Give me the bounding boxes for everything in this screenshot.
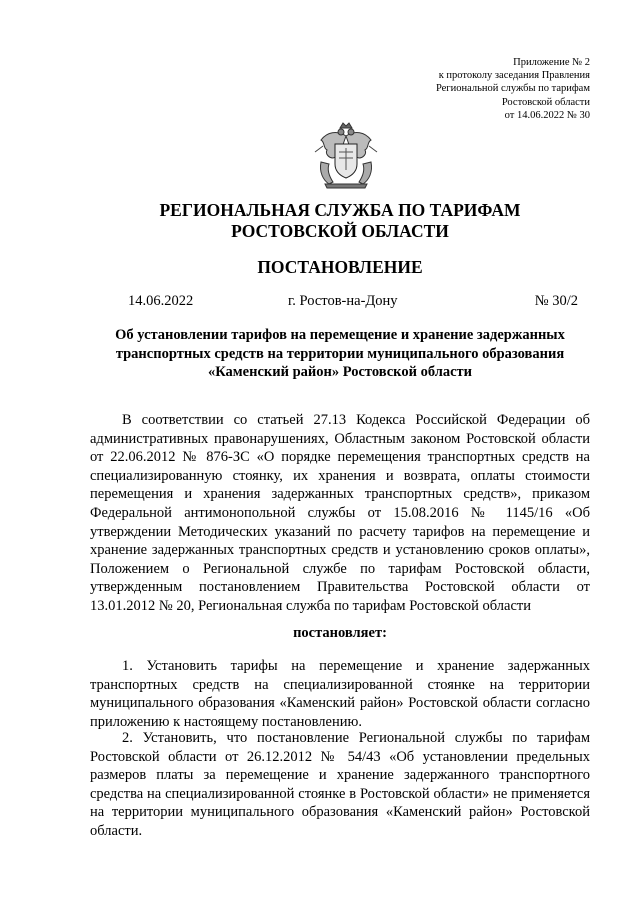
- document-subject-line: Об установлении тарифов на перемещение и хранение задержанных: [115, 327, 565, 343]
- clause-1-paragraph: 1. Установить тарифы на перемещение и хранение задержанных транспортных средств на специализированной стоянке на территории муниципального образования «Каменский район» Ростовской области согласно приложению к настоящему постановлению.: [90, 658, 590, 730]
- document-date: 14.06.2022: [128, 293, 194, 309]
- document-subject-line: «Каменский район» Ростовской области: [207, 364, 473, 381]
- annex-line: Региональной службы по тарифам: [435, 83, 590, 95]
- annex-line: от 14.06.2022 № 30: [504, 109, 590, 121]
- document-subject: [90, 326, 590, 382]
- annex-line: к протоколу заседания Правления: [438, 70, 590, 82]
- document-meta-row: [90, 292, 590, 310]
- decides-heading: постановляет:: [293, 625, 387, 641]
- annex-header: [436, 56, 590, 122]
- document-number: № 30/2: [534, 293, 578, 309]
- preamble-paragraph: В соответствии со статьей 27.13 Кодекса Российской Федерации об административных правонарушениях, Областным законом Ростовской области от 22.06.2012 № 876-ЗС «О порядке перемещения транспортных средств на специализированную стоянку, их хранения и возврата, оплаты стоимости перемещения и хранения задержанных транспортных средств», приказом Федеральной антимонопольной службы от 15.08.2016 № 1145/16 «Об утверждении Методических указаний по расчету тарифов на перемещение и хранение задержанных транспортных средств и установлению сроков оплаты», Положением о Региональной службе по тарифам Ростовской области, утвержденным постановлением Правительства Ростовской области от 13.01.2012 № 20, Региональная служба по тарифам Ростовской области: [90, 412, 590, 614]
- document-type: ПОСТАНОВЛЕНИЕ: [257, 257, 423, 277]
- coat-of-arms-icon: [313, 122, 379, 190]
- document-subject-line: транспортных средств на территории муниципального образования: [115, 345, 565, 362]
- annex-line: Ростовской области: [501, 96, 590, 108]
- document-city: г. Ростов-на-Дону: [288, 293, 398, 309]
- annex-line: Приложение № 2: [513, 57, 590, 68]
- organization-title: [90, 200, 590, 242]
- organization-title-line: РЕГИОНАЛЬНАЯ СЛУЖБА ПО ТАРИФАМ: [159, 200, 521, 220]
- organization-title-line: РОСТОВСКОЙ ОБЛАСТИ: [231, 221, 449, 241]
- clause-2-paragraph: 2. Установить, что постановление Региональной службы по тарифам Ростовской области от 26.12.2012 № 54/43 «Об установлении предельных размеров платы за перемещение и хранение задержанного транспортного средства на специализированной стоянке в Ростовской области» не применяется на территории муниципального образования «Каменский район» Ростовской области.: [90, 730, 590, 839]
